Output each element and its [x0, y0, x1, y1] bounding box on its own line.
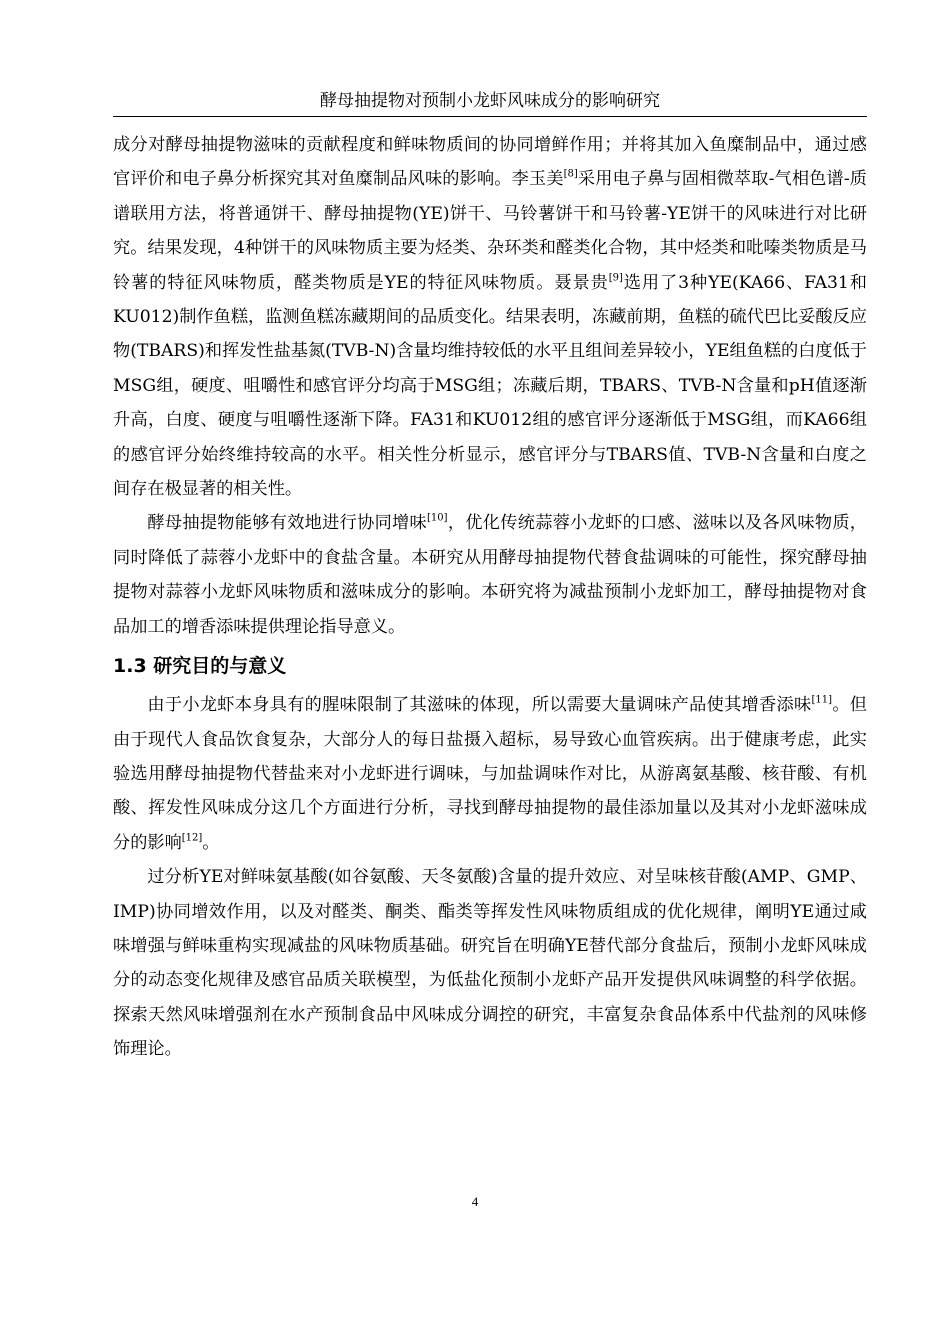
paragraph-text: 选用了3种YE(KA66、FA31和KU012)制作鱼糕，监测鱼糕冻藏期间的品质变化。结果表明，冻藏前期，鱼糕的硫代巴比妥酸反应物(TBARS)和挥发性盐基氮(TVB-N)含量均维持较低的水平且组间差异较小，YE组鱼糕的白度低于MSG组，硬度、咀嚼性和感官评分均高于MSG组；冻藏后期，TBARS、TVB-N含量和pH值逐渐升高，白度、硬度与咀嚼性逐渐下降。FA31和KU012组的感官评分逐渐低于MSG组，而KA66组的感官评分始终维持较高的水平。相关性分析显示，感官评分与TBARS值、TVB-N含量和白度之间存在极显著的相关性。 — [113, 272, 867, 500]
paragraph-text: 。但由于现代人食品饮食复杂，大部分人的每日盐摄入超标，易导致心血管疾病。出于健康考虑，此实验选用酵母抽提物代替盐来对小龙虾进行调味，与加盐调味作对比，从游离氨基酸、核苷酸、有机酸、挥发性风味成分这几个方面进行分析，寻找到酵母抽提物的最佳添加量以及其对小龙虾滋味成分的影响 — [113, 695, 867, 853]
paragraph-text: 成分对酵母抽提物滋味的贡献程度和鲜味物质间的协同增鲜作用；并将其加入鱼糜制品中，通过感官评价和电子鼻分析探究其对鱼糜制品风味的影响。李玉美 — [113, 135, 867, 190]
paragraph — [113, 860, 867, 1066]
document-body — [113, 128, 867, 1067]
paragraph-text: 采用电子鼻与固相微萃取-气相色谱-质谱联用方法，将普通饼干、酵母抽提物(YE)饼干、马铃薯饼干和马铃薯-YE饼干的风味进行对比研究。结果发现，4种饼干的风味物质主要为烃类、杂环类和醛类化合物，其中烃类和吡嗪类物质是马铃薯的特征风味物质，醛类物质是YE的特征风味物质。聂景贵 — [113, 169, 867, 293]
citation-reference: [11] — [811, 694, 833, 706]
section-paragraphs — [113, 688, 867, 1066]
paragraph-text: ，优化传统蒜蓉小龙虾的口感、滋味以及各风味物质，同时降低了蒜蓉小龙虾中的食盐含量。本研究从用酵母抽提物代替食盐调味的可能性，探究酵母抽提物对蒜蓉小龙虾风味物质和滋味成分的影响。本研究将为减盐预制小龙虾加工，酵母抽提物对食品加工的增香添味提供理论指导意义。 — [113, 513, 867, 637]
paragraph — [113, 506, 867, 644]
paragraph-text: 。 — [202, 832, 220, 853]
page-number: 4 — [471, 1194, 479, 1209]
citation-reference: [9] — [608, 272, 623, 284]
running-header: 酵母抽提物对预制小龙虾风味成分的影响研究 — [320, 91, 660, 111]
paragraph — [113, 688, 867, 860]
paragraph-text: 由于小龙虾本身具有的腥味限制了其滋味的体现，所以需要大量调味产品使其增香添味 — [147, 695, 812, 716]
citation-reference: [10] — [427, 512, 448, 524]
citation-reference: [12] — [181, 832, 203, 844]
paragraph — [113, 128, 867, 506]
intro-paragraphs — [113, 128, 867, 644]
citation-reference: [8] — [563, 168, 578, 180]
section-heading: 1.3 研究目的与意义 — [113, 655, 287, 678]
paragraph-text: 过分析YE对鲜味氨基酸(如谷氨酸、天冬氨酸)含量的提升效应、对呈味核苷酸(AMP、GMP、IMP)协同增效作用，以及对醛类、酮类、酯类等挥发性风味物质组成的优化规律，阐明YE通过咸味增强与鲜味重构实现减盐的风味物质基础。研究旨在明确YE替代部分食盐后，预制小龙虾风味成分的动态变化规律及感官品质关联模型，为低盐化预制小龙虾产品开发提供风味调整的科学依据。探索天然风味增强剂在水产预制食品中风味成分调控的研究，丰富复杂食品体系中代盐剂的风味修饰理论。 — [113, 867, 867, 1060]
header-rule — [113, 116, 867, 117]
paragraph-text: 酵母抽提物能够有效地进行协同增味 — [147, 513, 428, 534]
